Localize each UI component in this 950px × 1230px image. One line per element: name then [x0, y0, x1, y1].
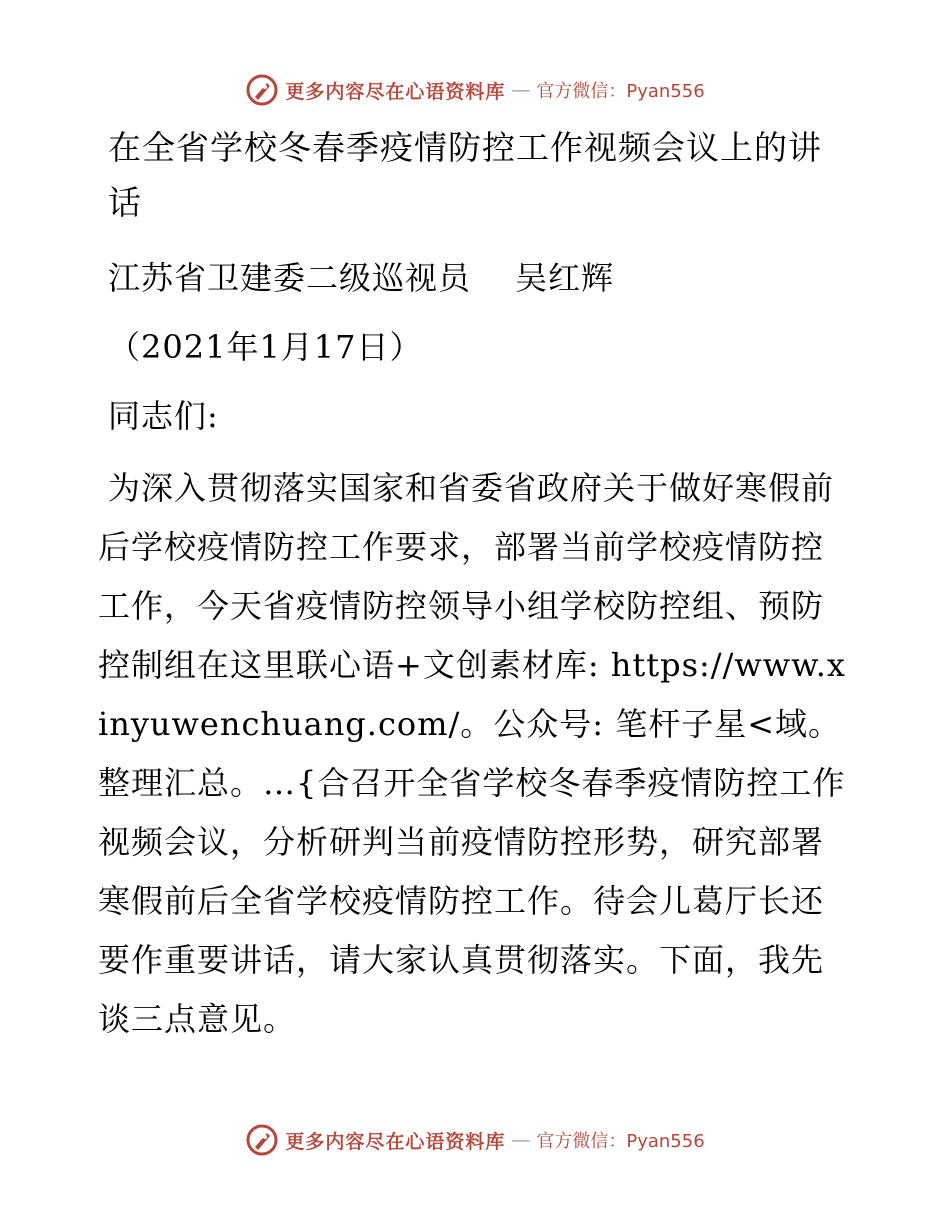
document-date: （2021年1月17日）: [108, 328, 423, 366]
footer-watermark: [0, 1120, 950, 1160]
watermark-text: 更多内容尽在心语资料库: [285, 80, 506, 103]
document-salutation: 同志们:: [108, 397, 219, 435]
document-author: 江苏省卫建委二级巡视员 吴红辉: [108, 259, 615, 297]
watermark-contact: 官方微信：Pyan556: [536, 1131, 705, 1152]
watermark-text: 更多内容尽在心语资料库: [285, 1130, 506, 1153]
watermark-contact: 官方微信：Pyan556: [536, 81, 705, 102]
document-paragraph: 为深入贯彻落实国家和省委省政府关于做好寒假前后学校疫情防控工作要求，部署当前学校疫情防控工作，今天省疫情防控领导小组学校防控组、预防控制组在这里联心语+文创素材库: https://www.xinyuwenchuang.com/。公众号: 笔杆子星<域。整理汇总。…{合召开全省学校冬春季疫情防控工作视频会议，分析研判当前疫情防控形势，研究部署寒假前后全省学校疫情防控工作。待会儿葛厅长还要作重要讲话，请大家认真贯彻落实。下面，我先谈三点意见。: [98, 469, 846, 1038]
document-title: 在全省学校冬春季疫情防控工作视频会议上的讲话: [108, 128, 822, 222]
pen-nib-logo-icon: [245, 73, 279, 107]
pen-nib-logo-icon: [245, 1123, 279, 1157]
watermark-separator: —: [511, 79, 531, 101]
watermark-separator: —: [511, 1129, 531, 1151]
header-watermark: [0, 70, 950, 110]
document-body: [98, 120, 850, 1049]
